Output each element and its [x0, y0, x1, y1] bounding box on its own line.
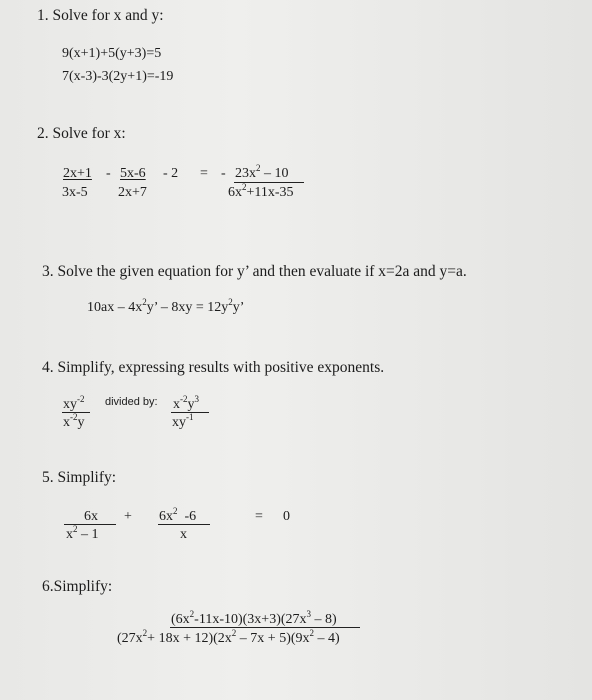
problem-1-title: 1. Solve for x and y:	[37, 7, 164, 24]
problem-5-fraction-2-denominator: x	[180, 527, 187, 542]
problem-3-equation: $10ax - 4x^2y$’ – $8xy = 12y^2y$’	[87, 297, 245, 315]
problem-5-right-hand-side: 0	[283, 509, 290, 524]
problem-5-fraction-2-numerator: $6x^2$ -6	[159, 506, 197, 524]
problem-5-fraction-2-bar	[158, 524, 210, 525]
problem-1-equation-1: 9(x+1)+5(y+3)=5	[62, 46, 162, 61]
problem-2-minus-sign: -	[106, 166, 111, 181]
problem-6-denominator: $(27x^2+ 18x + 12)(2x^2 - 7x + 5)(9x^2 - 4)$	[117, 628, 340, 646]
problem-6-title: 6.Simplify:	[42, 578, 113, 595]
problem-4-fraction-1-denominator: $x^{-2}y$	[63, 412, 85, 430]
problem-2-fraction-2-numerator: 5x-6	[120, 166, 146, 181]
problem-2-title: 2. Solve for x:	[37, 125, 126, 142]
problem-4-fraction-2-numerator: $x^{-2}y^3$	[173, 394, 199, 412]
problem-6-numerator: $(6x^2-11x-10)(3x+3)(27x^3 - 8)$	[171, 609, 337, 627]
problem-5-title: 5. Simplify:	[42, 469, 117, 486]
problem-2-rhs-minus-sign: -	[221, 166, 226, 181]
problem-4-fraction-2-denominator: $xy^{-1}$	[172, 412, 194, 430]
problem-4-title: 4. Simplify, expressing results with positive exponents.	[42, 359, 385, 376]
problem-4-fraction-1-numerator: $xy^{-2}$	[63, 394, 85, 412]
problem-5-fraction-1-denominator: $x^2 - 1$	[66, 524, 99, 542]
problem-3-title: 3. Solve the given equation for y’ and then evaluate if x=2a and y=a.	[42, 263, 467, 280]
problem-1-equation-2: 7(x-3)-3(2y+1)=-19	[62, 69, 174, 84]
problem-2-fraction-3-numerator: $23x^2 - 10$	[235, 163, 289, 181]
problem-6-fraction-bar	[170, 627, 360, 628]
problem-5-equals-sign: =	[255, 509, 263, 524]
problem-2-fraction-2-denominator: 2x+7	[118, 185, 147, 200]
problem-2-fraction-1-denominator: 3x-5	[62, 185, 88, 200]
problem-2-minus-two: - 2	[163, 166, 179, 181]
problem-2-fraction-3-denominator: $6x^2+11x-35$	[228, 182, 294, 200]
problem-2-fraction-1-numerator: 2x+1	[63, 166, 92, 181]
problem-5-plus-sign: +	[124, 509, 132, 524]
problem-2-equals-sign: =	[200, 166, 208, 181]
problem-4-divided-by-label: divided by:	[105, 396, 158, 408]
problem-5-fraction-1-bar	[64, 524, 116, 525]
problem-5-fraction-1-numerator: 6x	[84, 509, 98, 524]
